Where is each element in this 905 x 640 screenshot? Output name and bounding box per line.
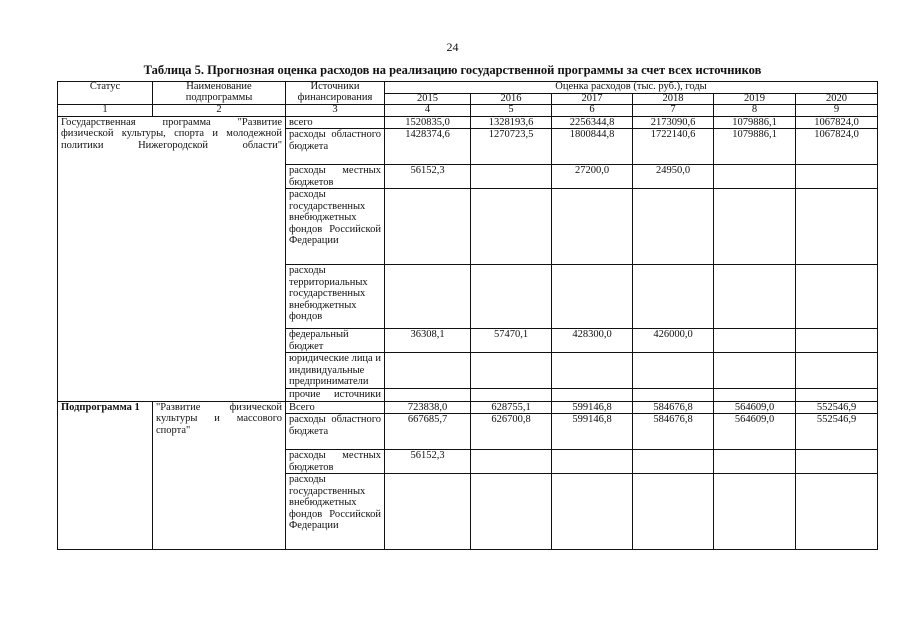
column-number: 5 xyxy=(471,105,552,117)
funding-source: расходы территориальных государственных внебюджетных фондов xyxy=(286,265,385,329)
header-year: 2017 xyxy=(552,93,633,105)
expense-value: 1722140,6 xyxy=(633,129,714,165)
expense-value: 1800844,8 xyxy=(552,129,633,165)
funding-source: расходы областного бюджета xyxy=(286,129,385,165)
funding-source: всего xyxy=(286,116,385,129)
table-title: Таблица 5. Прогнозная оценка расходов на реализацию государственной программы за счет всех источников xyxy=(143,63,762,77)
expense-value xyxy=(471,265,552,329)
expense-value xyxy=(633,389,714,402)
funding-source: юридические лица и индивидуальные предприниматели xyxy=(286,353,385,389)
expense-value xyxy=(385,474,471,550)
expense-value xyxy=(714,474,796,550)
column-number: 4 xyxy=(385,105,471,117)
expense-value xyxy=(714,389,796,402)
table-row xyxy=(58,116,878,129)
expense-value: 1520835,0 xyxy=(385,116,471,129)
program-status: Государственная программа "Развитие физической культуры, спорта и молодежной политики Нижегородской области" xyxy=(58,116,286,401)
column-number-row xyxy=(58,105,878,117)
expense-value: 1270723,5 xyxy=(471,129,552,165)
expense-value: 27200,0 xyxy=(552,165,633,189)
expense-value xyxy=(796,165,878,189)
expense-value xyxy=(633,189,714,265)
expense-value xyxy=(552,450,633,474)
funding-source: расходы государственных внебюджетных фондов Российской Федерации xyxy=(286,189,385,265)
page-number: 24 xyxy=(446,40,459,54)
header-name: Наименование подпрограммы xyxy=(153,82,286,105)
expense-value xyxy=(471,474,552,550)
subprogram-status: Подпрограмма 1 xyxy=(58,401,153,550)
funding-source: федеральный бюджет xyxy=(286,329,385,353)
header-row-1 xyxy=(58,82,878,94)
expense-value: 1079886,1 xyxy=(714,129,796,165)
expense-value xyxy=(552,265,633,329)
expense-value: 2173090,6 xyxy=(633,116,714,129)
expense-value: 24950,0 xyxy=(633,165,714,189)
expense-value: 1428374,6 xyxy=(385,129,471,165)
header-estimate: Оценка расходов (тыс. руб.), годы xyxy=(385,82,878,94)
expense-value xyxy=(796,189,878,265)
table-row xyxy=(58,401,878,414)
funding-source: расходы государственных внебюджетных фондов Российской Федерации xyxy=(286,474,385,550)
expense-value xyxy=(633,265,714,329)
expense-value: 426000,0 xyxy=(633,329,714,353)
expense-value xyxy=(714,353,796,389)
funding-source: прочие источники xyxy=(286,389,385,402)
funding-source: Всего xyxy=(286,401,385,414)
header-year: 2018 xyxy=(633,93,714,105)
expense-value xyxy=(385,353,471,389)
expense-value: 428300,0 xyxy=(552,329,633,353)
column-number: 2 xyxy=(153,105,286,117)
header-year: 2020 xyxy=(796,93,878,105)
column-number: 8 xyxy=(714,105,796,117)
expense-value xyxy=(714,189,796,265)
funding-source: расходы местных бюджетов xyxy=(286,450,385,474)
expense-value xyxy=(471,189,552,265)
column-number: 7 xyxy=(633,105,714,117)
column-number: 1 xyxy=(58,105,153,117)
expense-value: 599146,8 xyxy=(552,401,633,414)
expense-value xyxy=(385,189,471,265)
expense-value: 626700,8 xyxy=(471,414,552,450)
expense-value: 667685,7 xyxy=(385,414,471,450)
expense-value xyxy=(471,165,552,189)
funding-source: расходы областного бюджета xyxy=(286,414,385,450)
expense-value xyxy=(471,389,552,402)
expense-value: 584676,8 xyxy=(633,414,714,450)
expense-value: 564609,0 xyxy=(714,401,796,414)
expenditure-table xyxy=(57,81,878,550)
expense-value: 56152,3 xyxy=(385,450,471,474)
expense-value xyxy=(471,353,552,389)
expense-value xyxy=(796,474,878,550)
funding-source: расходы местных бюджетов xyxy=(286,165,385,189)
expense-value xyxy=(552,189,633,265)
column-number: 6 xyxy=(552,105,633,117)
expense-value xyxy=(714,165,796,189)
expense-value xyxy=(471,450,552,474)
header-year: 2015 xyxy=(385,93,471,105)
expense-value: 56152,3 xyxy=(385,165,471,189)
header-year: 2019 xyxy=(714,93,796,105)
expense-value xyxy=(633,474,714,550)
expense-value: 584676,8 xyxy=(633,401,714,414)
expense-value: 57470,1 xyxy=(471,329,552,353)
column-number: 9 xyxy=(796,105,878,117)
expense-value xyxy=(714,450,796,474)
expense-value xyxy=(796,265,878,329)
expense-value xyxy=(796,450,878,474)
expense-value: 723838,0 xyxy=(385,401,471,414)
expense-value xyxy=(552,389,633,402)
column-number: 3 xyxy=(286,105,385,117)
header-year: 2016 xyxy=(471,93,552,105)
expense-value xyxy=(714,265,796,329)
header-status: Статус xyxy=(58,82,153,105)
expense-value: 628755,1 xyxy=(471,401,552,414)
expense-value xyxy=(796,389,878,402)
expense-value xyxy=(714,329,796,353)
expense-value xyxy=(633,450,714,474)
expense-value xyxy=(552,474,633,550)
expense-value: 1079886,1 xyxy=(714,116,796,129)
expense-value: 1067824,0 xyxy=(796,116,878,129)
expense-value: 1067824,0 xyxy=(796,129,878,165)
header-source: Источники финансирования xyxy=(286,82,385,105)
expense-value xyxy=(796,329,878,353)
expense-value: 552546,9 xyxy=(796,401,878,414)
expense-value xyxy=(385,389,471,402)
subprogram-name: "Развитие физической культуры и массового спорта" xyxy=(153,401,286,550)
expense-value xyxy=(633,353,714,389)
expense-value xyxy=(552,353,633,389)
expense-value xyxy=(796,353,878,389)
expense-value: 36308,1 xyxy=(385,329,471,353)
expense-value: 1328193,6 xyxy=(471,116,552,129)
expense-value: 2256344,8 xyxy=(552,116,633,129)
expense-value xyxy=(385,265,471,329)
expense-value: 564609,0 xyxy=(714,414,796,450)
expense-value: 552546,9 xyxy=(796,414,878,450)
expense-value: 599146,8 xyxy=(552,414,633,450)
